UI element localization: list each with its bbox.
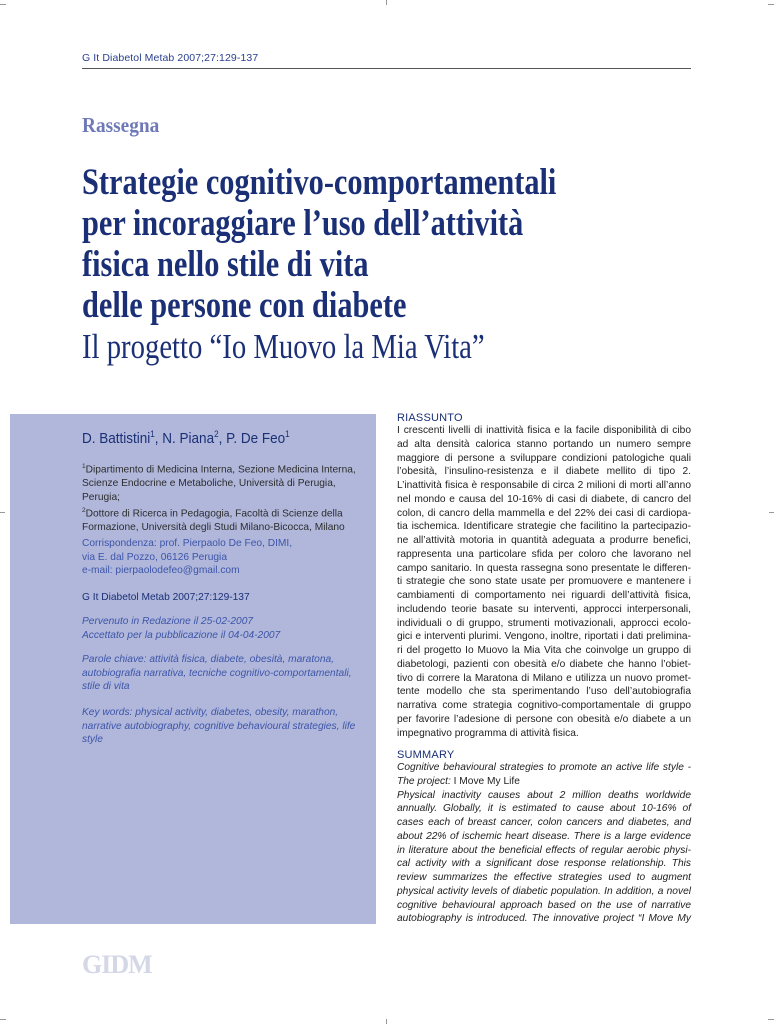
correspondence (82, 537, 366, 578)
summary-line: cases each of breast cancer, colon cancers and diabetes, and (397, 817, 691, 828)
correspondence-email[interactable]: e-mail: pierpaolodefeo@gmail.com (82, 565, 240, 577)
keywords-english: Key words: physical activity, diabetes, obesity, marathon, narrative autobiography, cognitive behavioural strategies, life style (82, 707, 356, 746)
summary-section (397, 749, 691, 926)
riassunto-line: per favorire l’adesione di persone con obesità e/o diabete a un (397, 713, 691, 725)
riassunto-line: nel mondo e causa del 10-16% di casi di diabete, di cancro del (397, 493, 691, 505)
affiliation-item (82, 460, 366, 504)
article-info-panel (10, 414, 376, 924)
title-line: per incoraggiare l’uso dell’attività (82, 203, 524, 244)
riassunto-line: tivo di correre la Maratona di Milano e utilizza un nuovo promet- (397, 672, 691, 684)
article-title (82, 162, 705, 367)
crop-mark-top-left (0, 4, 6, 5)
title-line: delle persone con diabete (82, 285, 407, 326)
affiliation-text: Dipartimento di Medicina Interna, Sezione Medicina Interna, Scienze Endocrine e Metaboliche, Università di Perugia, Perugia; (82, 464, 356, 503)
title-line: Strategie cognitivo-comportamentali (82, 162, 557, 203)
affiliation-mark: 2 (82, 507, 86, 515)
riassunto-line: rappresenta una particolare sfida per coloro che lavorano nel (397, 548, 691, 560)
summary-line: Physical inactivity causes about 2 million deaths worldwide (397, 789, 691, 801)
summary-title-prefix: The project: (397, 775, 451, 787)
riassunto-line: tia ischemica. Identificare strategie che facilitino la partecipazio- (397, 521, 691, 533)
riassunto-line: colon, di cancro della mammella e del 22% dei casi di cardiopa- (397, 507, 691, 519)
summary-line: in literature about the beneficial effects of regular aerobic physi- (397, 844, 691, 856)
riassunto-line: ti strategie che sono state usate per promuovere e mantenere i (397, 576, 691, 588)
crop-mark-mid-right (769, 512, 774, 513)
summary-heading: SUMMARY (397, 749, 455, 761)
gidm-logo: GIDM (82, 950, 152, 979)
author-list (82, 429, 290, 447)
author-separator: , (154, 430, 163, 447)
riassunto-line: impegnativo programma di attività fisica. (397, 727, 579, 739)
riassunto-line: individuali o di gruppo, strumenti motivazionali, approcci ecolo- (397, 617, 691, 629)
accepted-date: Accettato per la pubblicazione il 04-04-2007 (82, 629, 281, 641)
keywords-italian: Parole chiave: attività fisica, diabete, obesità, maratona, autobiografia narrativa, tecniche cognitivo-comportamentali, stile di vita (82, 654, 352, 693)
summary-title-rest: I Move My Life (450, 775, 520, 787)
affiliation-item (82, 504, 366, 535)
summary-line: cognitive behavioural approach based on the use of narrative (397, 899, 691, 911)
riassunto-line: includendo teorie basate su interventi, approcci interpersonali, (397, 603, 691, 615)
affiliation-mark: 1 (82, 463, 86, 470)
summary-line: autobiography is introduced. The innovative project “I Move My (397, 913, 691, 925)
summary-line: about 22% of ischemic heart disease. There is a large evidence (397, 830, 691, 842)
section-label: Rassegna (82, 113, 160, 137)
author-name: D. Battistini (82, 430, 151, 447)
summary-body (397, 761, 691, 926)
riassunto-line: ne all’attività motoria in quantità adeguata a produrre benefici, (397, 535, 691, 546)
riassunto-line: narrativa come strategia cognitivo-comportamentale di gruppo (397, 700, 691, 711)
received-date: Pervenuto in Redazione il 25-02-2007 (82, 616, 254, 627)
correspondence-line: via E. dal Pozzo, 06126 Perugia (82, 551, 227, 563)
riassunto-line: gici e interventi plurimi. Vengono, inoltre, riportati i dati prelimina- (397, 631, 691, 643)
author-affiliation-mark: 2 (214, 429, 219, 439)
article-subtitle: Il progetto “Io Muovo la Mia Vita” (82, 327, 485, 366)
journal-citation-header: G It Diabetol Metab 2007;27:129-137 (82, 52, 259, 64)
riassunto-line: ri del progetto Io Muovo la Mia Vita che coinvolge un gruppo di (397, 645, 691, 656)
author-affiliation-mark: 1 (285, 429, 290, 439)
riassunto-section (397, 412, 691, 740)
summary-lines (397, 789, 691, 927)
journal-reference: G It Diabetol Metab 2007;27:129-137 (82, 592, 250, 603)
summary-title-line: Cognitive behavioural strategies to promote an active life style - (397, 762, 691, 773)
affiliations (82, 460, 366, 535)
riassunto-line: tente modello che sta sperimentando l’uso dell’autobiografia (397, 686, 691, 698)
summary-line: annually. Globally, it is estimated to cause about 10-16% of (397, 803, 691, 815)
riassunto-line: diabetologi, pazienti con obesità e/o diabete che hanno l’obiet- (397, 658, 691, 670)
author-name: P. De Feo (226, 430, 286, 447)
riassunto-heading: RIASSUNTO (397, 412, 463, 424)
riassunto-line: campo sanitario. In questa rassegna sono presentate le differen- (397, 562, 691, 574)
crop-mark-bottom-left (0, 1019, 6, 1020)
crop-mark-bottom-right (768, 1019, 774, 1020)
riassunto-line: l’obesità, l’insulino-resistenza e il diabete mellito di tipo 2. (397, 466, 691, 478)
riassunto-line: ad alta densità calorica stanno portando un numero sempre (397, 438, 691, 450)
riassunto-line: maggiore di persone a sviluppare condizioni patologiche quali (397, 452, 691, 464)
riassunto-line: I crescenti livelli di inattività fisica e la facile disponibilità di cibo (397, 425, 691, 436)
submission-dates (82, 615, 366, 642)
affiliation-text: Dottore di Ricerca in Pedagogia, Facoltà di Scienze della Formazione, Università degli Studi Milano-Bicocca, Milano (82, 508, 345, 534)
correspondence-line: Corrispondenza: prof. Pierpaolo De Feo, DIMI, (82, 538, 293, 549)
author-separator: , (218, 430, 227, 447)
author-name: N. Piana (162, 430, 215, 447)
title-line: fisica nello stile di vita (82, 244, 369, 285)
crop-mark-bottom-center (386, 1019, 387, 1024)
riassunto-body (397, 424, 691, 740)
summary-line: physical activity levels of diabetic population. In addition, a novel (397, 885, 691, 897)
crop-mark-top-right (768, 4, 774, 5)
header-rule (82, 68, 691, 69)
riassunto-line: cambiamenti di comportamento nei riguardi dell’attività fisica, (397, 590, 691, 601)
summary-title-line (397, 775, 691, 789)
summary-line: review summarizes the effective strategies used to augment (397, 872, 691, 883)
crop-mark-top-center (386, 0, 387, 5)
author-affiliation-mark: 1 (150, 429, 155, 439)
riassunto-line: L’inattività fisica è responsabile di circa 2 milioni di morti all’anno (397, 480, 691, 491)
crop-mark-mid-left (0, 512, 5, 513)
summary-line: cal activity with a significant dose response relationship. This (397, 858, 691, 870)
